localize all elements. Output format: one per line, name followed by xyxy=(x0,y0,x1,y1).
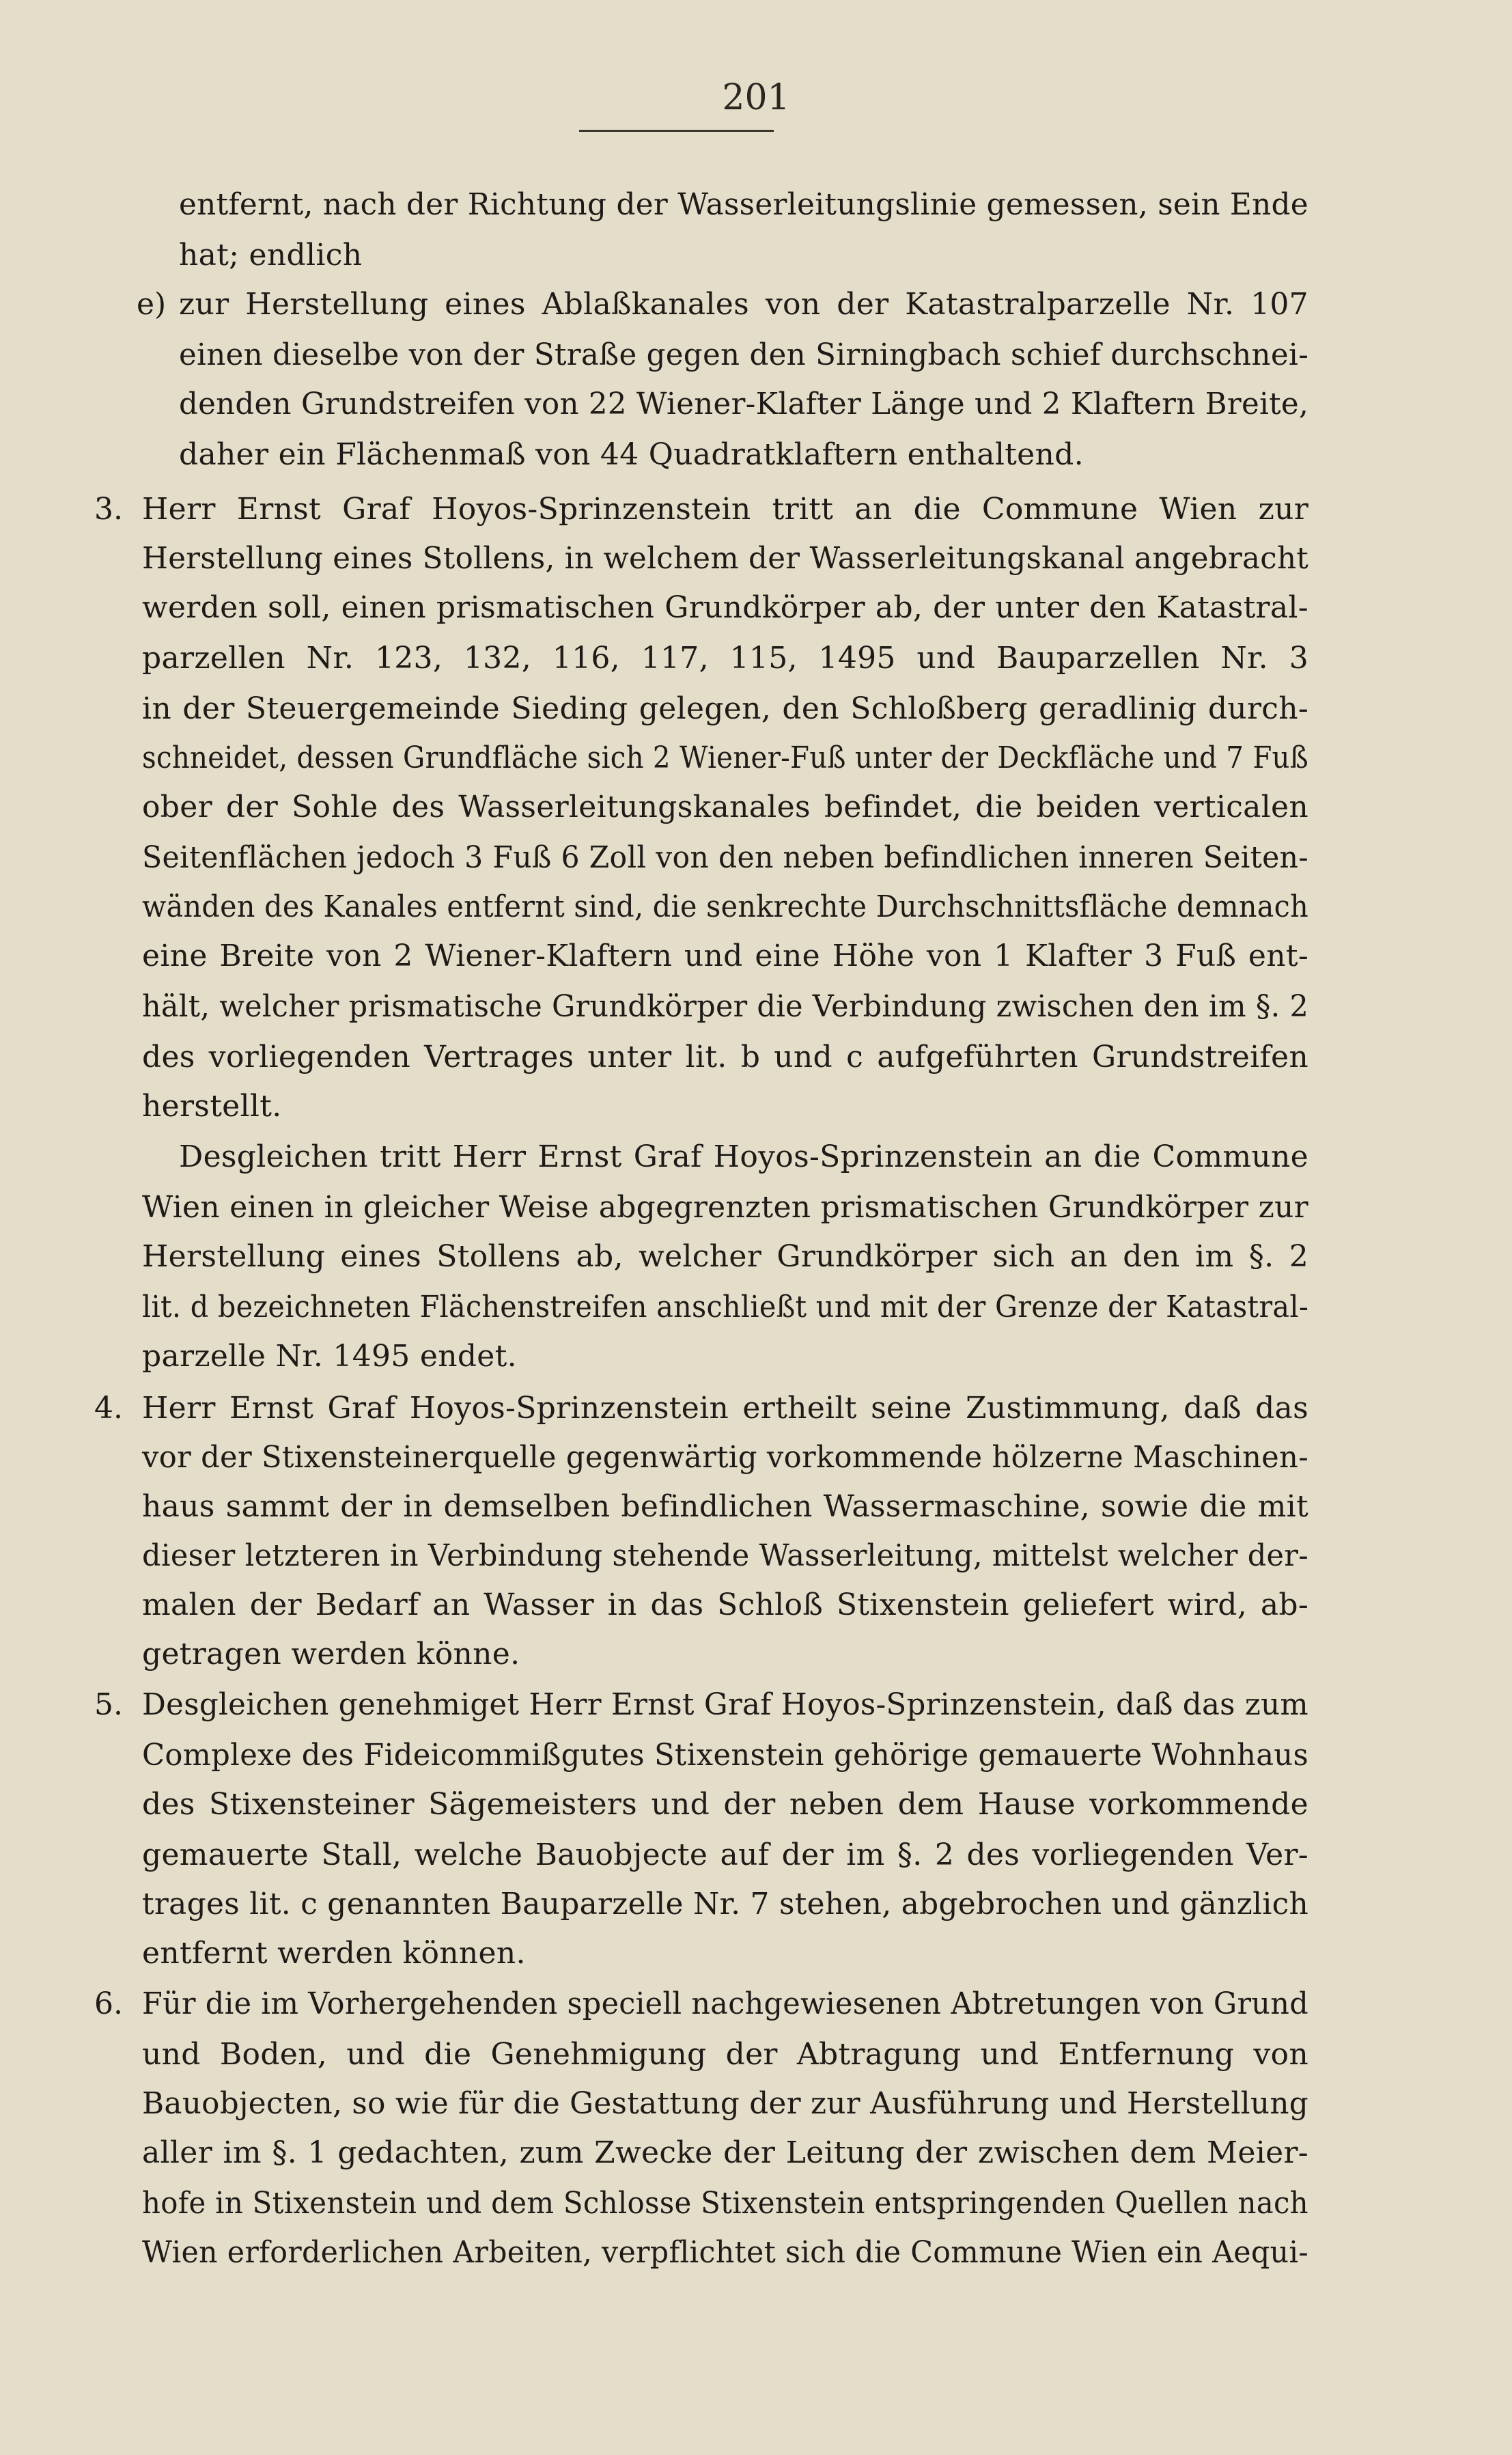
text-line: parzelle Nr. 1495 endet. xyxy=(142,1339,517,1374)
text-line: haus sammt der in demselben befindlichen Wassermaschine, sowie die mit xyxy=(142,1489,1309,1524)
text-line: werden soll, einen prismatischen Grundkörper ab, der unter den Katastral- xyxy=(142,590,1308,625)
text-line: Bauobjecten, so wie für die Gestattung der zur Ausführung und Herstellung xyxy=(142,2086,1308,2121)
text-line: hofe in Stixenstein und dem Schlosse Stixenstein entspringenden Quellen nach xyxy=(142,2186,1308,2221)
item-label-3: 3. xyxy=(94,492,123,527)
text-line: Wien einen in gleicher Weise abgegrenzten prismatischen Grundkörper zur xyxy=(142,1190,1308,1225)
text-line: Seitenflächen jedoch 3 Fuß 6 Zoll von den neben befindlichen inneren Seiten- xyxy=(142,840,1308,875)
text-line: daher ein Flächenmaß von 44 Quadratklaftern enthaltend. xyxy=(179,437,1084,472)
item-label-e: e) xyxy=(137,287,167,322)
text-line: herstellt. xyxy=(142,1089,282,1124)
text-line: in der Steuergemeinde Sieding gelegen, den Schloßberg geradlinig durch- xyxy=(142,691,1309,726)
text-line: schneidet, dessen Grundfläche sich 2 Wiener-Fuß unter der Deckfläche und 7 Fuß xyxy=(142,740,1309,775)
text-line: Für die im Vorhergehenden speciell nachgewiesenen Abtretungen von Grund xyxy=(142,1986,1308,2021)
text-line: Wien erforderlichen Arbeiten, verpflichtet sich die Commune Wien ein Aequi- xyxy=(142,2235,1309,2270)
text-line: malen der Bedarf an Wasser in das Schloß Stixenstein geliefert wird, ab- xyxy=(142,1587,1308,1622)
text-line: lit. d bezeichneten Flächenstreifen anschließt und mit der Grenze der Katastral- xyxy=(142,1290,1309,1324)
text-line: Complexe des Fideicommißgutes Stixenstein gehörige gemauerte Wohnhaus xyxy=(142,1738,1308,1773)
text-line: ober der Sohle des Wasserleitungskanales befindet, die beiden verticalen xyxy=(142,790,1309,824)
text-line: entfernt werden können. xyxy=(142,1936,526,1971)
text-line: gemauerte Stall, welche Bauobjecte auf der im §. 2 des vorliegenden Ver- xyxy=(142,1837,1308,1872)
header-rule xyxy=(579,130,774,132)
text-line: einen dieselbe von der Straße gegen den Sirningbach schief durchschnei- xyxy=(179,337,1309,372)
text-line: Herstellung eines Stollens ab, welcher Grundkörper sich an den im §. 2 xyxy=(142,1239,1309,1274)
item-label-4: 4. xyxy=(94,1391,123,1426)
text-line: entfernt, nach der Richtung der Wasserleitungslinie gemessen, sein Ende xyxy=(179,187,1308,222)
text-line: Desgleichen genehmiget Herr Ernst Graf Hoyos-Sprinzenstein, daß das zum xyxy=(142,1687,1308,1722)
text-line: hat; endlich xyxy=(179,238,363,273)
text-line: des Stixensteiner Sägemeisters und der neben dem Hause vorkommende xyxy=(142,1787,1308,1822)
text-line: Herstellung eines Stollens, in welchem der Wasserleitungskanal angebracht xyxy=(142,541,1309,576)
text-line: zur Herstellung eines Ablaßkanales von der Katastralparzelle Nr. 107 xyxy=(179,287,1308,322)
text-line: und Boden, und die Genehmigung der Abtragung und Entfernung von xyxy=(142,2037,1308,2072)
text-line: des vorliegenden Vertrages unter lit. b und c aufgeführten Grundstreifen xyxy=(142,1040,1309,1074)
text-line: denden Grundstreifen von 22 Wiener-Klafter Länge und 2 Klaftern Breite, xyxy=(179,387,1309,421)
text-line: Desgleichen tritt Herr Ernst Graf Hoyos-Sprinzenstein an die Commune xyxy=(179,1139,1308,1174)
text-line: vor der Stixensteinerquelle gegenwärtig vorkommende hölzerne Maschinen- xyxy=(142,1440,1309,1475)
item-label-6: 6. xyxy=(94,1986,123,2021)
text-line: parzellen Nr. 123, 132, 116, 117, 115, 1495 und Bauparzellen Nr. 3 xyxy=(142,641,1308,676)
item-label-5: 5. xyxy=(94,1687,123,1722)
page-number: 201 xyxy=(722,77,790,118)
text-line: trages lit. c genannten Bauparzelle Nr. 7 stehen, abgebrochen und gänzlich xyxy=(142,1887,1309,1922)
text-line: dieser letzteren in Verbindung stehende Wasserleitung, mittelst welcher der- xyxy=(142,1538,1309,1573)
text-line: hält, welcher prismatische Grundkörper die Verbindung zwischen den im §. 2 xyxy=(142,989,1309,1024)
text-line: Herr Ernst Graf Hoyos-Sprinzenstein ertheilt seine Zustimmung, daß das xyxy=(142,1391,1308,1426)
text-line: getragen werden könne. xyxy=(142,1637,520,1672)
text-line: eine Breite von 2 Wiener-Klaftern und eine Höhe von 1 Klafter 3 Fuß ent- xyxy=(142,939,1309,973)
text-line: aller im §. 1 gedachten, zum Zwecke der Leitung der zwischen dem Meier- xyxy=(142,2135,1308,2170)
text-line: wänden des Kanales entfernt sind, die senkrechte Durchschnittsfläche demnach xyxy=(142,889,1308,924)
text-line: Herr Ernst Graf Hoyos-Sprinzenstein tritt an die Commune Wien zur xyxy=(142,492,1309,527)
